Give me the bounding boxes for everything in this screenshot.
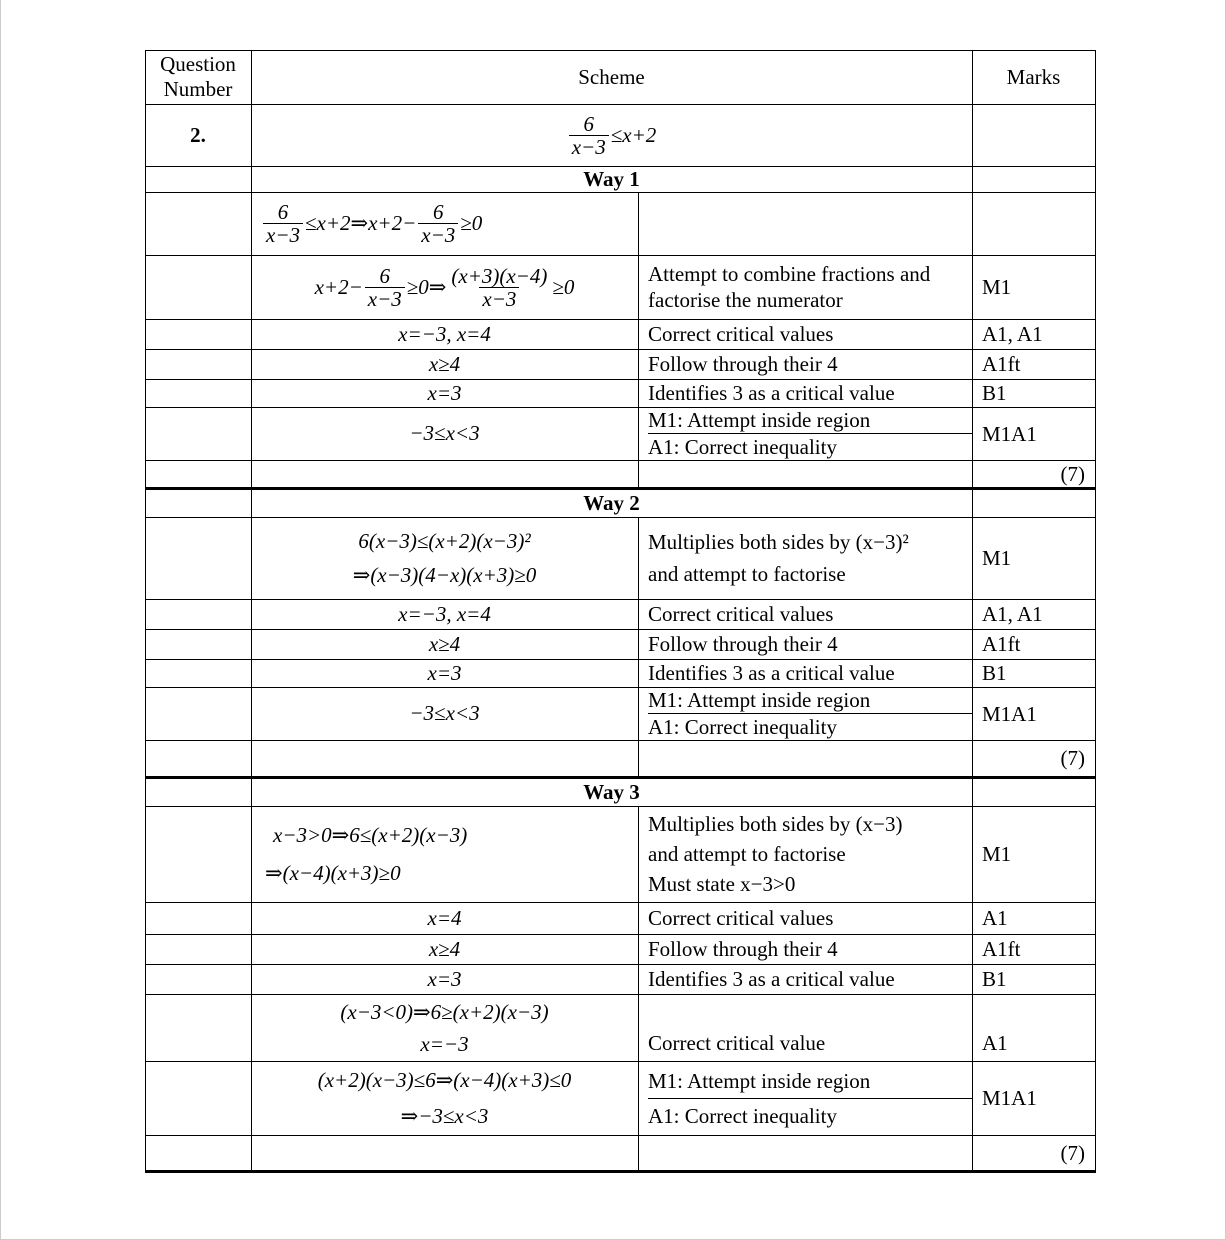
way1-final-scheme: −3≤x<3 (409, 421, 480, 445)
way1-step2-note1: Attempt to combine fractions and (648, 262, 931, 286)
way3-neg-line1: (x−3<0)⇒6≥(x+2)(x−3) (340, 999, 549, 1024)
way1-step2-note (638, 255, 972, 319)
way3-final-note1: M1: Attempt inside region (648, 1064, 972, 1099)
way1-step2-num1: 6 (379, 263, 391, 288)
way3-neg-note: Correct critical value (648, 1031, 826, 1055)
way1-step1-frac1 (263, 201, 303, 246)
problem-fraction (569, 113, 609, 158)
way3-row1-note: Correct critical values (648, 906, 834, 930)
way3-neg-working (251, 994, 638, 1061)
way1-title: Way 1 (583, 166, 640, 191)
way1-step1-mid: ≤x+2⇒x+2− (305, 211, 417, 235)
way3-neg-mark: A1 (982, 1031, 1008, 1055)
way3-line1: x−3>0⇒6≤(x+2)(x−3) (273, 823, 468, 847)
way3-note3: Must state x−3>0 (648, 872, 796, 896)
way2-note2: and attempt to factorise (648, 562, 846, 586)
way3-neg-line2: x=−3 (420, 1031, 469, 1056)
header-question-number (145, 50, 251, 104)
way2-final-note (638, 687, 972, 740)
way3-final-working (251, 1061, 638, 1135)
way1-step1 (251, 192, 638, 255)
way2-row3-note: Identifies 3 as a critical value (648, 661, 895, 685)
way2-row1-scheme: x=−3, x=4 (398, 601, 491, 626)
way2-row2-note: Follow through their 4 (648, 632, 838, 656)
way1-step2-frac2 (448, 265, 550, 310)
way1-step2 (251, 255, 638, 319)
way3-row3-scheme: x=3 (427, 966, 462, 991)
way2-final-mark: M1A1 (982, 701, 1037, 726)
way1-step1-den1: x−3 (263, 223, 303, 246)
problem-num: 6 (583, 111, 594, 136)
question-number: 2. (190, 122, 206, 147)
way1-step1-end: ≥0 (460, 211, 483, 235)
way2-note (638, 517, 972, 599)
way1-row2-note: Follow through their 4 (648, 352, 838, 376)
way1-step1-den2: x−3 (418, 223, 458, 246)
header-question-line2: Number (163, 77, 233, 101)
way2-row2-scheme: x≥4 (428, 631, 461, 656)
way1-final-note1: M1: Attempt inside region (648, 407, 972, 434)
way3-final-note (638, 1061, 972, 1135)
way1-row3-mark: B1 (982, 381, 1007, 405)
way1-final-mark: M1A1 (982, 421, 1037, 446)
way1-row1-scheme: x=−3, x=4 (398, 321, 491, 346)
way2-row3-scheme: x=3 (427, 660, 462, 685)
header-scheme: Scheme (578, 64, 645, 89)
way1-step1-num2: 6 (433, 200, 444, 224)
way2-row2-mark: A1ft (982, 632, 1021, 656)
problem-statement (251, 104, 972, 166)
way3-mark: M1 (982, 842, 1012, 866)
header-marks: Marks (1006, 64, 1061, 89)
way2-working (251, 517, 638, 599)
way2-row1-note: Correct critical values (648, 602, 834, 626)
way1-row1-note: Correct critical values (648, 322, 834, 346)
way1-row2-mark: A1ft (982, 352, 1021, 376)
way2-row3-mark: B1 (982, 661, 1007, 685)
way1-step2-den2: x−3 (479, 287, 519, 310)
way1-step1-frac2 (418, 201, 458, 246)
way2-note1: Multiplies both sides by (x−3)² (648, 530, 909, 554)
way3-title: Way 3 (583, 780, 640, 804)
problem-den: x−3 (569, 135, 609, 158)
way3-final-line2: ⇒−3≤x<3 (400, 1104, 489, 1128)
mark-scheme-table (145, 50, 1096, 1174)
way3-total: (7) (1060, 1140, 1085, 1165)
way3-line2: ⇒(x−4)(x+3)≥0 (265, 861, 401, 885)
way3-note1: Multiplies both sides by (x−3) (648, 812, 903, 836)
problem-rhs: ≤x+2 (610, 122, 657, 147)
way1-total: (7) (1060, 461, 1085, 486)
way1-row3-scheme: x=3 (427, 380, 462, 405)
way1-step2-mid: ≥0⇒ (406, 274, 447, 299)
way2-final-scheme: −3≤x<3 (409, 701, 480, 725)
way2-row1-mark: A1, A1 (982, 602, 1043, 626)
way1-step2-num2: (x+3)(x−4) (451, 263, 548, 288)
way3-row2-note: Follow through their 4 (648, 937, 838, 961)
way3-final-note2: A1: Correct inequality (648, 1103, 837, 1128)
way2-total: (7) (1060, 746, 1085, 770)
way3-note (638, 806, 972, 902)
way2-title: Way 2 (583, 491, 640, 515)
way1-row1-mark: A1, A1 (982, 322, 1043, 346)
way2-line2: ⇒(x−3)(4−x)(x+3)≥0 (352, 563, 537, 587)
way3-final-line1: (x+2)(x−3)≤6⇒(x−4)(x+3)≤0 (317, 1068, 572, 1092)
way3-row2-mark: A1ft (982, 937, 1021, 961)
way1-row3-note: Identifies 3 as a critical value (648, 381, 895, 405)
way3-row3-mark: B1 (982, 967, 1007, 991)
way1-row2-scheme: x≥4 (428, 351, 461, 376)
way1-step2-end: ≥0 (552, 274, 575, 299)
way2-line1: 6(x−3)≤(x+2)(x−3)² (358, 529, 531, 553)
way1-final-note (638, 407, 972, 460)
way3-row1-scheme: x=4 (427, 905, 462, 930)
way1-step1-num1: 6 (277, 200, 289, 224)
way1-step2-note2: factorise the numerator (648, 288, 843, 312)
way1-step2-den1: x−3 (365, 287, 405, 310)
way3-row1-mark: A1 (982, 906, 1008, 930)
way3-row2-scheme: x≥4 (428, 936, 461, 961)
way1-step2-frac1 (365, 265, 405, 310)
way3-final-mark: M1A1 (982, 1086, 1037, 1110)
way3-note2: and attempt to factorise (648, 842, 846, 866)
way1-step2-mark: M1 (982, 275, 1012, 299)
way3-working (251, 806, 638, 902)
way1-final-note2: A1: Correct inequality (648, 435, 837, 459)
way3-row3-note: Identifies 3 as a critical value (648, 967, 895, 991)
header-question-line1: Question (160, 52, 236, 76)
way2-mark: M1 (982, 546, 1012, 570)
way2-final-note2: A1: Correct inequality (648, 715, 837, 739)
way1-step2-lead: x+2− (314, 274, 363, 299)
way2-final-note1: M1: Attempt inside region (648, 687, 972, 714)
